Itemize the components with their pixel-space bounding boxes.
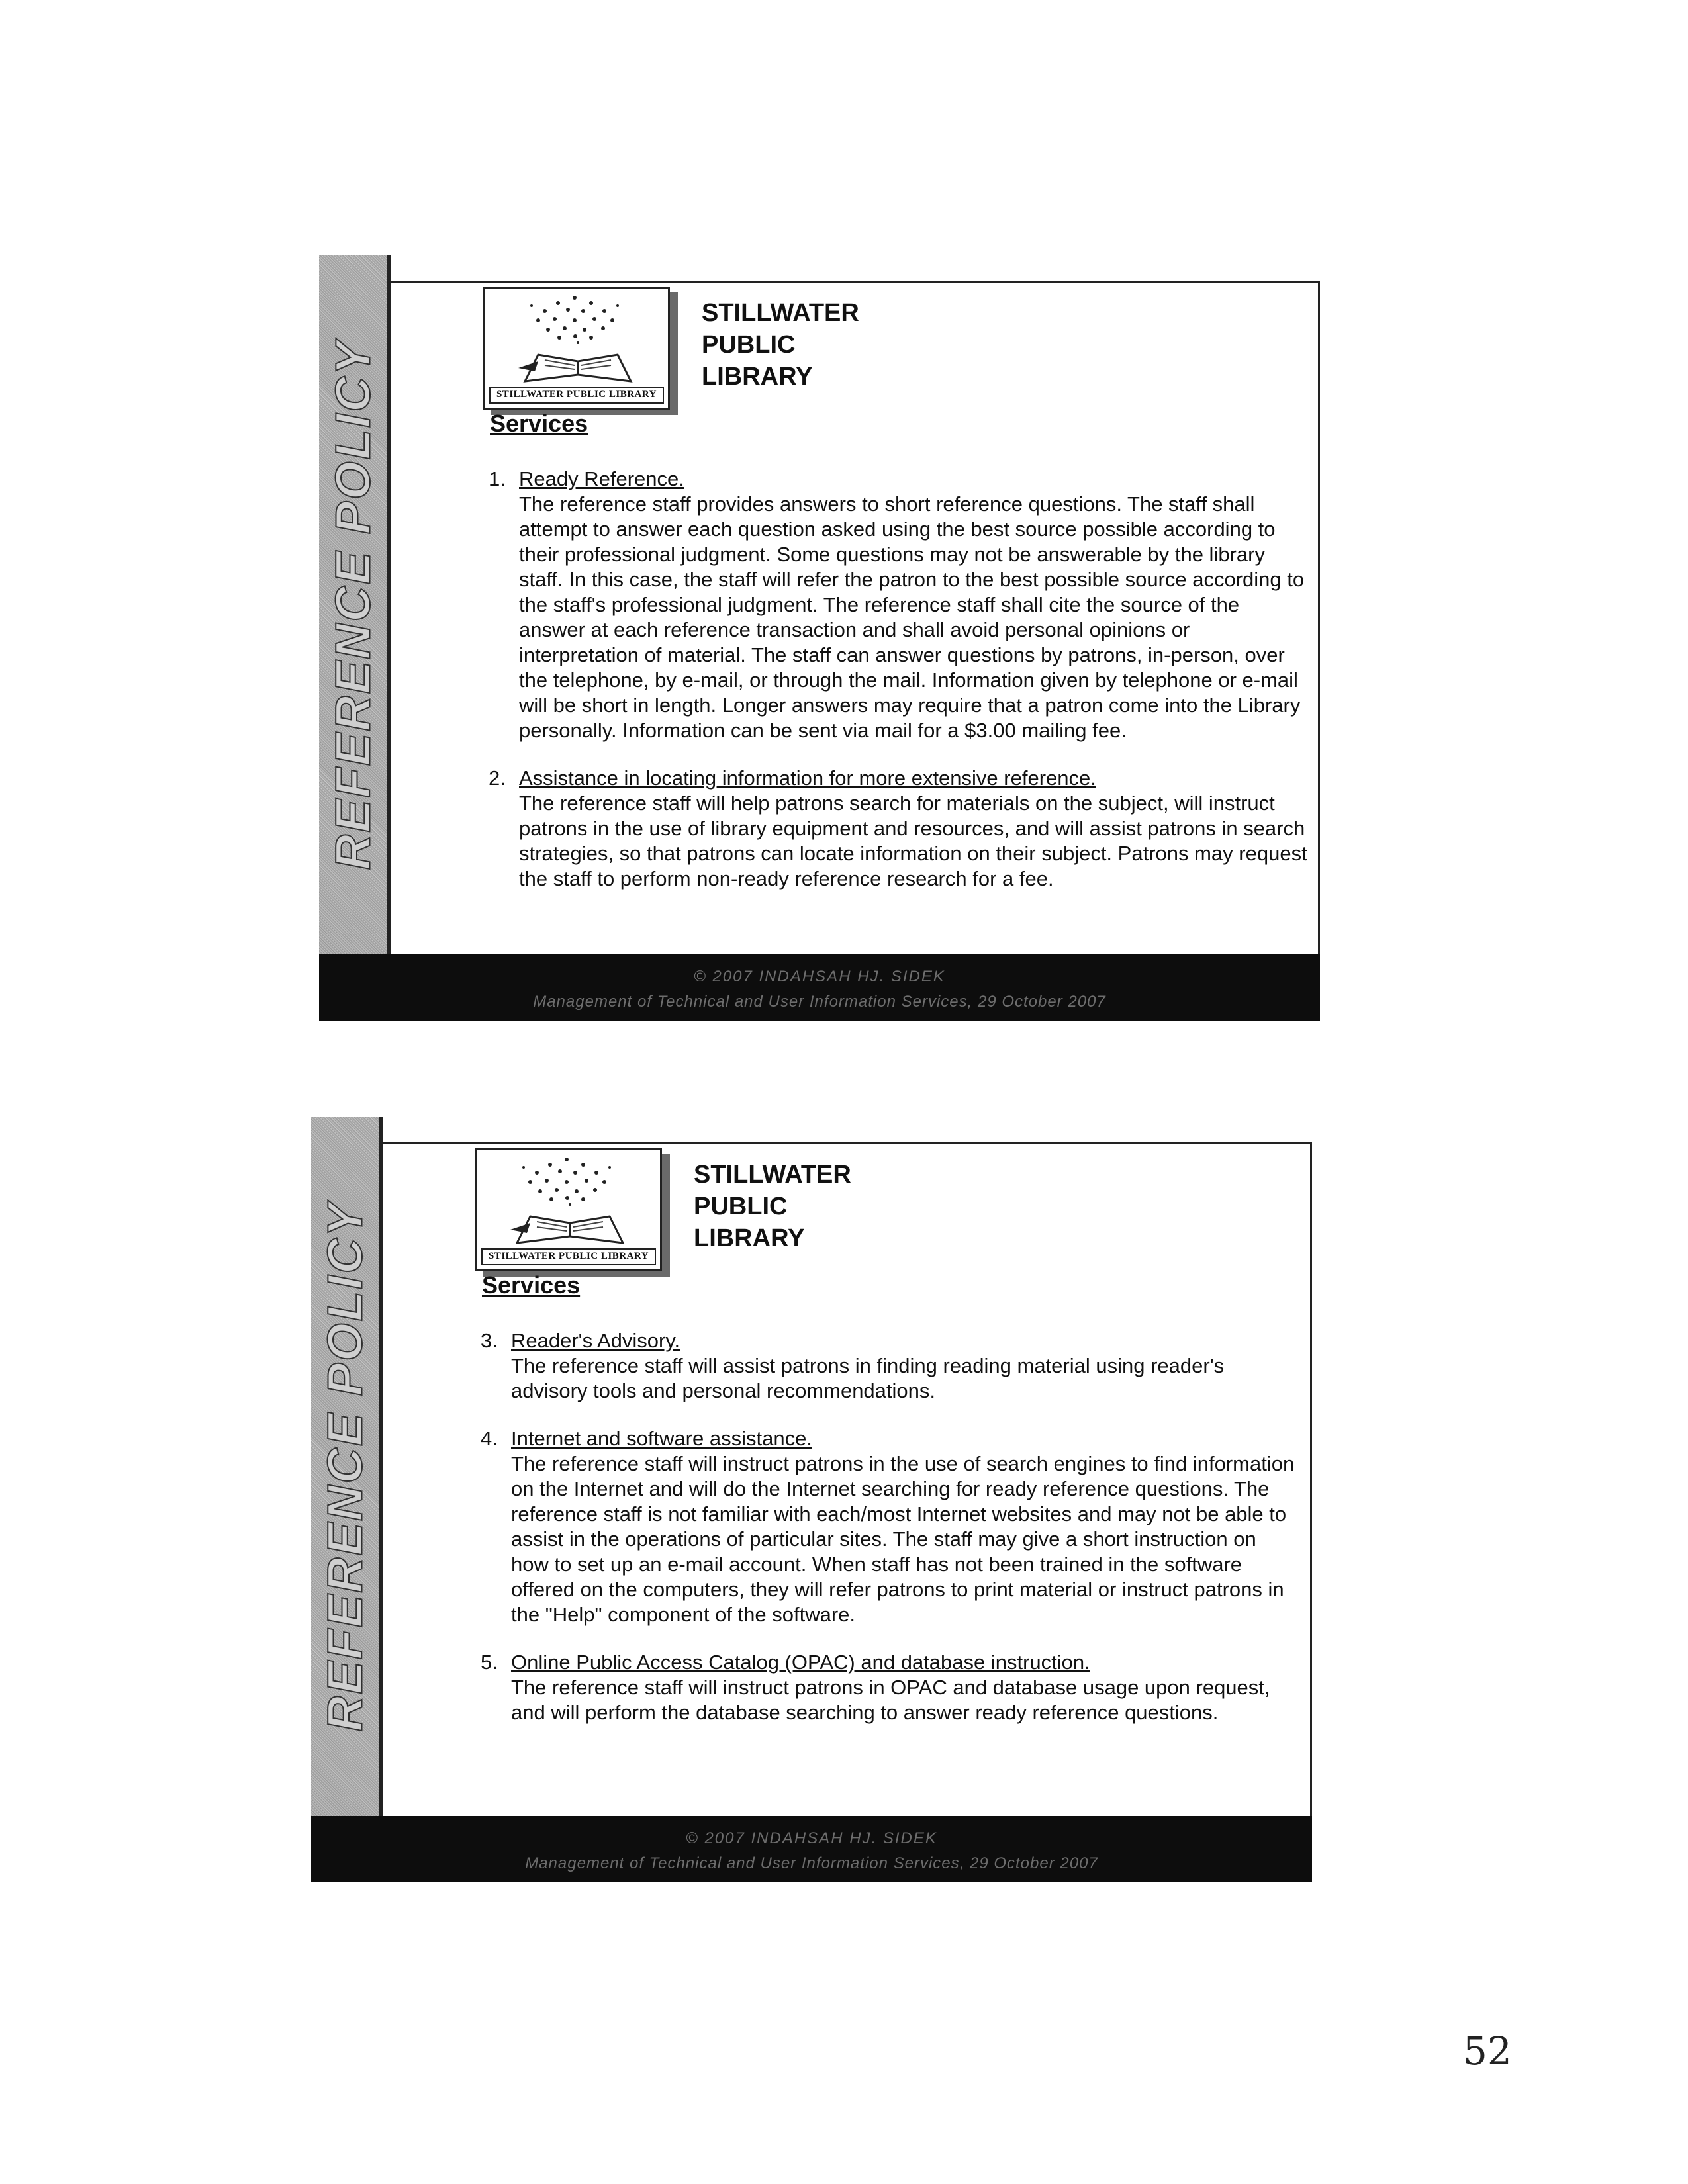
item-title: Assistance in locating information for more extensive reference.	[519, 766, 1096, 790]
list-item	[489, 467, 1307, 743]
services-list	[481, 1328, 1299, 1748]
library-name-line: STILLWATER	[694, 1161, 851, 1189]
sidebar-label: REFERENCE POLICY	[317, 1201, 373, 1732]
item-title: Ready Reference.	[519, 467, 684, 490]
library-name-line: PUBLIC	[694, 1193, 788, 1220]
sidebar-banner	[311, 1117, 383, 1816]
open-book-icon	[512, 335, 644, 388]
slide-frame	[383, 1142, 1312, 1843]
library-logo	[475, 1148, 662, 1271]
list-item	[481, 1426, 1299, 1627]
library-name-line: STILLWATER	[702, 299, 859, 327]
slide-footer	[311, 1816, 1312, 1882]
item-number: 1.	[489, 467, 506, 490]
slide-footer	[319, 954, 1320, 1021]
sidebar-banner	[319, 255, 391, 954]
slide-2	[311, 1117, 1312, 1882]
item-title: Online Public Access Catalog (OPAC) and database instruction.	[511, 1651, 1090, 1674]
item-title: Reader's Advisory.	[511, 1329, 680, 1352]
footer-copyright: © 2007 INDAHSAH HJ. SIDEK	[686, 1829, 937, 1847]
item-number: 3.	[481, 1329, 498, 1352]
library-name	[694, 1159, 851, 1254]
item-body: The reference staff provides answers to short reference questions. The staff shall attempt to answer each question asked using the best source possible according to their professional judgment. Some questions may not be answerable by the library staff. In this case, the staff will refer the patron to the best possible source according to the staff's professional judgment. The reference staff shall cite the source of the answer at each reference transaction and shall avoid personal opinions or interpretation of material. The staff can answer questions by patrons, in-person, over the telephone, by e-mail, or through the mail. Information given by telephone or e-mail will be short in length. Longer answers may require that a patron come into the Library personally. Information can be sent via mail for a $3.00 mailing fee.	[519, 492, 1305, 742]
services-list	[489, 467, 1307, 914]
item-body: The reference staff will instruct patrons in the use of search engines to find information on the Internet and will do the Internet searching for ready reference questions. The reference staff is not familiar with each/most Internet websites and may not be able to assist in the operations of particular sites. The staff may give a short instruction on how to set up an e-mail account. When staff has not been trained in the software offered on the computers, they will refer patrons to print material or instruct patrons in the "Help" component of the software.	[511, 1452, 1295, 1626]
list-item	[489, 766, 1307, 891]
item-number: 5.	[481, 1651, 498, 1674]
list-item	[481, 1328, 1299, 1404]
page-number: 52	[1463, 2028, 1512, 2073]
list-item	[481, 1650, 1299, 1725]
services-heading: Services	[482, 1271, 581, 1298]
open-book-icon	[504, 1197, 636, 1250]
item-body: The reference staff will instruct patrons in OPAC and database usage upon request, and will perform the database searching to answer ready reference questions.	[511, 1676, 1270, 1724]
logo-caption: STILLWATER PUBLIC LIBRARY	[481, 1248, 656, 1265]
library-name-line: LIBRARY	[694, 1224, 805, 1252]
library-logo	[483, 287, 670, 410]
footer-course: Management of Technical and User Information Services, 29 October 2007	[533, 993, 1106, 1011]
footer-course: Management of Technical and User Information Services, 29 October 2007	[525, 1854, 1098, 1872]
slide-frame	[391, 281, 1320, 981]
library-name-line: PUBLIC	[702, 331, 796, 359]
sidebar-label: REFERENCE POLICY	[325, 340, 381, 870]
footer-copyright: © 2007 INDAHSAH HJ. SIDEK	[694, 968, 945, 985]
item-body: The reference staff will help patrons search for materials on the subject, will instruct patrons in the use of library equipment and resources, and will assist patrons in search strategies, so that patrons can locate information on their subject. Patrons may request the staff to perform non-ready reference research for a fee.	[519, 792, 1307, 890]
slide-1	[319, 255, 1320, 1021]
item-number: 2.	[489, 766, 506, 790]
item-body: The reference staff will assist patrons in finding reading material using reader's advisory tools and personal recommendations.	[511, 1354, 1225, 1402]
item-number: 4.	[481, 1427, 498, 1450]
item-title: Internet and software assistance.	[511, 1427, 812, 1450]
services-heading: Services	[490, 410, 588, 437]
library-name-line: LIBRARY	[702, 363, 813, 390]
library-name	[702, 297, 859, 392]
logo-caption: STILLWATER PUBLIC LIBRARY	[489, 387, 664, 404]
